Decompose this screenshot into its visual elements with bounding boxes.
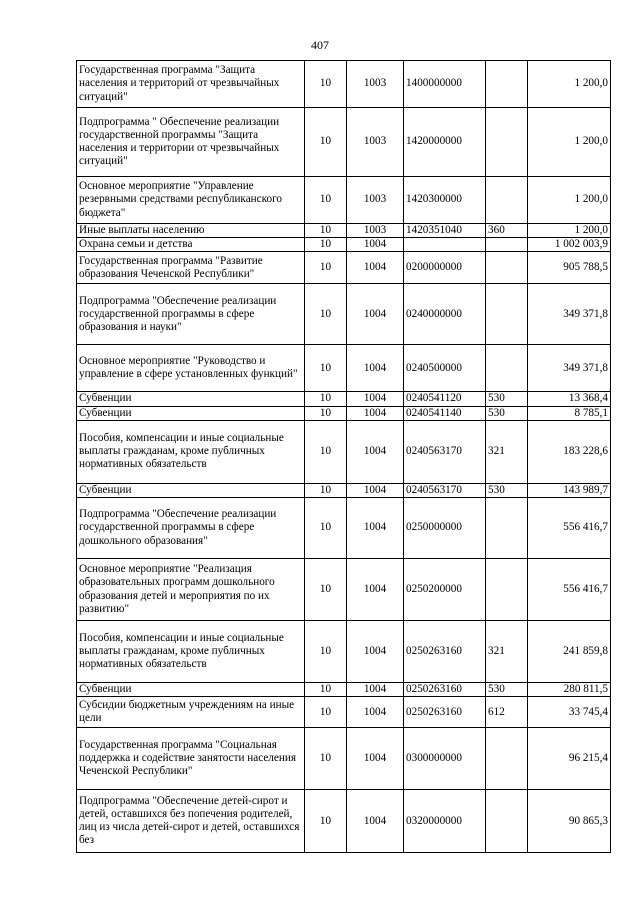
table-row [77,559,611,621]
expense-type-code: 530 [486,683,528,697]
subsection-code: 1003 [347,108,404,177]
row-name: Субвенции [77,483,305,497]
section-code: 10 [305,559,347,621]
budget-table [76,60,611,853]
target-article-code: 0240541120 [404,392,486,406]
expense-type-code: 321 [486,621,528,683]
section-code: 10 [305,790,347,853]
table-row [77,498,611,559]
table-row [77,238,611,252]
amount: 183 228,6 [528,420,611,483]
subsection-code: 1004 [347,790,404,853]
page-number: 407 [311,38,329,52]
amount: 241 859,8 [528,621,611,683]
row-name: Субвенции [77,392,305,406]
amount: 33 745,4 [528,697,611,728]
target-article-code: 0300000000 [404,728,486,790]
row-name: Иные выплаты населению [77,224,305,238]
expense-type-code [486,108,528,177]
row-name: Подпрограмма " Обеспечение реализации государственной программы "Защита населения и территории от чрезвычайных ситуаций" [77,108,305,177]
section-code: 10 [305,683,347,697]
row-name: Пособия, компенсации и иные социальные выплаты гражданам, кроме публичных нормативных обязательств [77,420,305,483]
subsection-code: 1004 [347,392,404,406]
target-article-code: 0240500000 [404,345,486,392]
target-article-code: 1420351040 [404,224,486,238]
subsection-code: 1003 [347,177,404,224]
amount: 556 416,7 [528,559,611,621]
subsection-code: 1003 [347,224,404,238]
table-row [77,406,611,420]
subsection-code: 1004 [347,483,404,497]
table-row [77,420,611,483]
subsection-code: 1004 [347,238,404,252]
amount: 143 989,7 [528,483,611,497]
section-code: 10 [305,252,347,284]
subsection-code: 1004 [347,697,404,728]
table-row [77,61,611,108]
amount: 349 371,8 [528,345,611,392]
subsection-code: 1004 [347,498,404,559]
target-article-code [404,238,486,252]
table-row [77,108,611,177]
expense-type-code [486,728,528,790]
amount: 1 002 003,9 [528,238,611,252]
section-code: 10 [305,177,347,224]
section-code: 10 [305,345,347,392]
row-name: Основное мероприятие "Реализация образовательных программ дошкольного образования детей и мероприятия по их развитию" [77,559,305,621]
target-article-code: 0240000000 [404,284,486,345]
amount: 1 200,0 [528,108,611,177]
amount: 1 200,0 [528,177,611,224]
subsection-code: 1003 [347,61,404,108]
section-code: 10 [305,238,347,252]
subsection-code: 1004 [347,284,404,345]
row-name: Государственная программа "Социальная поддержка и содействие занятости населения Чеченской Республики" [77,728,305,790]
target-article-code: 0250263160 [404,683,486,697]
row-name: Субсидии бюджетным учреждениям на иные цели [77,697,305,728]
target-article-code: 0250200000 [404,559,486,621]
amount: 1 200,0 [528,61,611,108]
section-code: 10 [305,392,347,406]
row-name: Охрана семьи и детства [77,238,305,252]
table-row [77,790,611,853]
section-code: 10 [305,697,347,728]
expense-type-code [486,177,528,224]
table-row [77,345,611,392]
target-article-code: 0250263160 [404,621,486,683]
table-row [77,252,611,284]
table-row [77,621,611,683]
target-article-code: 0320000000 [404,790,486,853]
subsection-code: 1004 [347,345,404,392]
section-code: 10 [305,61,347,108]
row-name: Пособия, компенсации и иные социальные выплаты гражданам, кроме публичных нормативных обязательств [77,621,305,683]
target-article-code: 0240541140 [404,406,486,420]
expense-type-code: 612 [486,697,528,728]
row-name: Подпрограмма "Обеспечение реализации государственной программы в сфере образования и науки" [77,284,305,345]
subsection-code: 1004 [347,621,404,683]
expense-type-code: 321 [486,420,528,483]
expense-type-code: 360 [486,224,528,238]
section-code: 10 [305,621,347,683]
target-article-code: 1420300000 [404,177,486,224]
expense-type-code [486,498,528,559]
target-article-code: 0250263160 [404,697,486,728]
amount: 90 865,3 [528,790,611,853]
expense-type-code [486,559,528,621]
target-article-code: 0240563170 [404,483,486,497]
section-code: 10 [305,108,347,177]
table-row [77,483,611,497]
amount: 905 788,5 [528,252,611,284]
expense-type-code [486,284,528,345]
row-name: Государственная программа "Развитие образования Чеченской Республики" [77,252,305,284]
budget-table-body [77,61,611,853]
subsection-code: 1004 [347,728,404,790]
amount: 13 368,4 [528,392,611,406]
table-row [77,177,611,224]
amount: 1 200,0 [528,224,611,238]
table-row [77,683,611,697]
section-code: 10 [305,284,347,345]
table-row [77,392,611,406]
section-code: 10 [305,406,347,420]
expense-type-code: 530 [486,406,528,420]
subsection-code: 1004 [347,420,404,483]
row-name: Субвенции [77,683,305,697]
target-article-code: 0240563170 [404,420,486,483]
amount: 8 785,1 [528,406,611,420]
table-row [77,284,611,345]
table-row [77,224,611,238]
section-code: 10 [305,483,347,497]
expense-type-code [486,252,528,284]
row-name: Субвенции [77,406,305,420]
expense-type-code: 530 [486,483,528,497]
expense-type-code [486,238,528,252]
row-name: Государственная программа "Защита населения и территорий от чрезвычайных ситуаций" [77,61,305,108]
table-row [77,728,611,790]
subsection-code: 1004 [347,252,404,284]
expense-type-code [486,61,528,108]
expense-type-code [486,345,528,392]
section-code: 10 [305,728,347,790]
section-code: 10 [305,420,347,483]
amount: 556 416,7 [528,498,611,559]
target-article-code: 1400000000 [404,61,486,108]
target-article-code: 1420000000 [404,108,486,177]
amount: 349 371,8 [528,284,611,345]
subsection-code: 1004 [347,683,404,697]
section-code: 10 [305,224,347,238]
amount: 96 215,4 [528,728,611,790]
expense-type-code: 530 [486,392,528,406]
section-code: 10 [305,498,347,559]
amount: 280 811,5 [528,683,611,697]
expense-type-code [486,790,528,853]
row-name: Основное мероприятие "Управление резервными средствами республиканского бюджета" [77,177,305,224]
subsection-code: 1004 [347,559,404,621]
subsection-code: 1004 [347,406,404,420]
row-name: Основное мероприятие "Руководство и управление в сфере установленных функций" [77,345,305,392]
target-article-code: 0200000000 [404,252,486,284]
target-article-code: 0250000000 [404,498,486,559]
row-name: Подпрограмма "Обеспечение реализации государственной программы в сфере дошкольного образования" [77,498,305,559]
table-row [77,697,611,728]
row-name: Подпрограмма "Обеспечение детей-сирот и детей, оставшихся без попечения родителей, лиц из числа детей-сирот и детей, оставшихся без [77,790,305,853]
